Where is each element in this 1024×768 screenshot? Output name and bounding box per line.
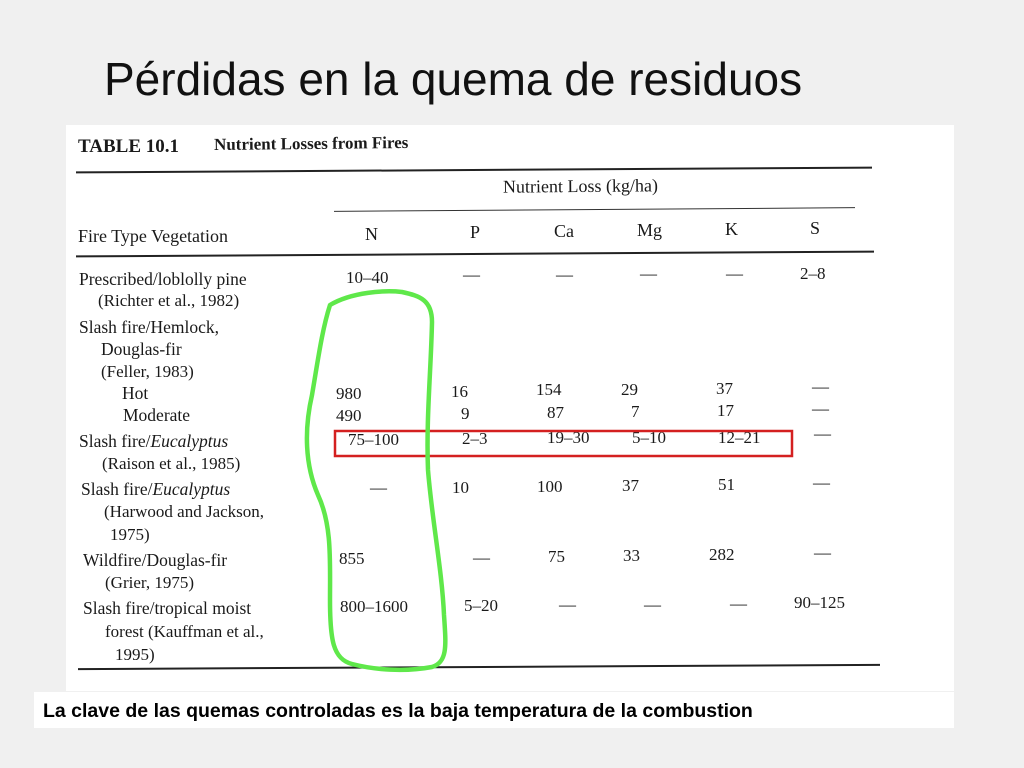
r6-s: 90–125 [794,593,845,612]
vegetation-r6: Slash fire/tropical moist [83,598,252,618]
r1-n: 10–40 [346,268,389,287]
moderate-mg: 7 [631,402,640,421]
col-header-n: N [365,224,378,244]
r5-k: 282 [709,545,735,564]
r3-ca: 19–30 [547,428,590,447]
r3-mg: 5–10 [632,428,666,447]
vegetation-r1: Prescribed/loblolly pine [79,269,247,289]
citation-r1: (Richter et al., 1982) [98,291,240,310]
condition-moderate: Moderate [123,405,191,425]
hot-ca: 154 [536,380,562,399]
moderate-s: — [812,399,829,418]
first-col-header: Fire Type Vegetation [78,226,229,246]
vegetation-r2: Slash fire/Hemlock, [79,317,219,337]
col-header-s: S [810,218,821,238]
moderate-k: 17 [717,401,734,420]
vegetation-r2-b: Douglas-fir [101,339,182,359]
citation-r6: forest (Kauffman et al., [105,622,264,641]
r1-p: — [463,265,480,284]
hot-mg: 29 [621,380,638,399]
scanned-table [66,125,954,691]
table-label: TABLE 10.1 [78,136,180,157]
col-header-mg: Mg [637,220,663,240]
col-header-p: P [470,222,481,242]
r5-n: 855 [339,549,365,568]
header-rule [76,251,874,258]
r5-p: — [473,548,490,567]
hot-n: 980 [336,384,362,403]
r5-mg: 33 [623,546,640,565]
r5-ca: 75 [548,547,565,566]
r4-ca: 100 [537,477,563,496]
group-header-rule [334,207,855,212]
citation-r3: (Raison et al., 1985) [102,454,241,473]
table-bottom-rule [78,664,880,670]
citation-r4: (Harwood and Jackson, [104,502,265,521]
r1-mg: — [640,264,657,283]
r1-k: — [726,264,743,283]
r6-k: — [730,594,747,613]
r3-s: — [814,424,831,443]
r3-k: 12–21 [718,428,761,447]
r3-n: 75–100 [348,430,399,449]
moderate-p: 9 [461,404,470,423]
vegetation-r5: Wildfire/Douglas-fir [83,550,228,570]
col-header-k: K [725,219,738,239]
hot-p: 16 [451,382,468,401]
condition-hot: Hot [122,383,149,403]
citation-r4-b: 1975) [110,525,150,544]
group-header: Nutrient Loss (kg/ha) [502,175,659,197]
r4-mg: 37 [622,476,639,495]
table-title: Nutrient Losses from Fires [213,132,409,155]
citation-r6-b: 1995) [115,645,155,664]
moderate-ca: 87 [547,403,564,422]
r1-ca: — [556,265,573,284]
r3-p: 2–3 [462,429,488,448]
col-header-ca: Ca [554,221,574,241]
hot-k: 37 [716,379,733,398]
citation-r2: (Feller, 1983) [101,362,194,381]
r4-k: 51 [718,475,735,494]
r6-mg: — [644,595,661,614]
citation-r5: (Grier, 1975) [105,573,195,592]
slide-caption: La clave de las quemas controladas es la baja temperatura de la combustion [34,692,954,728]
vegetation-r4: Slash fire/Eucalyptus [81,479,231,499]
r6-n: 800–1600 [340,597,408,616]
moderate-n: 490 [336,406,362,425]
r6-ca: — [559,595,576,614]
r5-s: — [814,543,831,562]
r1-s: 2–8 [800,264,826,283]
r4-n: — [370,478,387,497]
table-top-rule [76,167,872,174]
hot-s: — [812,377,829,396]
slide-title: Pérdidas en la quema de residuos [104,53,803,105]
r4-s: — [813,473,830,492]
vegetation-r3: Slash fire/Eucalyptus [79,431,229,451]
r6-p: 5–20 [464,596,498,615]
r4-p: 10 [452,478,469,497]
